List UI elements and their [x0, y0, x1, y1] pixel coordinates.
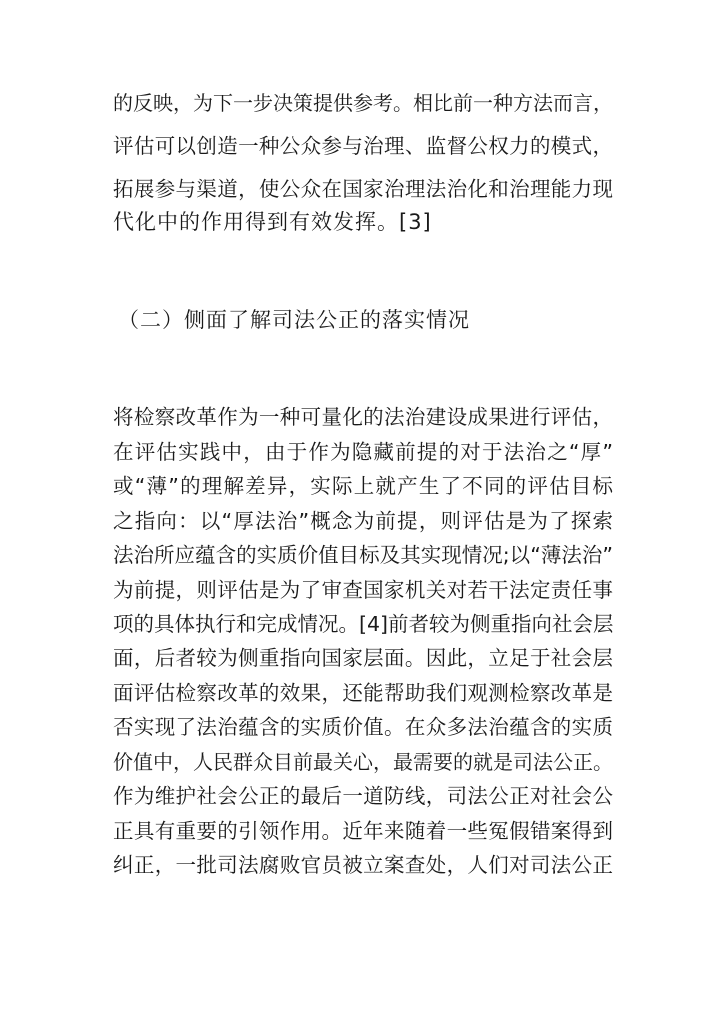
paragraph-2-line-4: 之指向：以“厚法治”概念为前提，则评估是为了探索 [113, 509, 613, 533]
paragraph-2-line-2: 在评估实践中，由于作为隐藏前提的对于法治之“厚” [113, 440, 613, 464]
paragraph-2-line-13: 正具有重要的引领作用。近年来随着一些冤假错案得到 [113, 819, 613, 843]
paragraph-2-line-8: 面，后者较为侧重指向国家层面。因此，立足于社会层 [113, 646, 613, 670]
section-heading: （二）侧面了解司法公正的落实情况 [118, 308, 470, 332]
paragraph-2-line-9: 面评估检察改革的效果，还能帮助我们观测检察改革是 [113, 681, 613, 705]
paragraph-2-line-12: 作为维护社会公正的最后一道防线，司法公正对社会公 [113, 784, 613, 808]
paragraph-1-line-1: 的反映，为下一步决策提供参考。相比前一种方法而言， [113, 91, 613, 115]
paragraph-2-line-14: 纠正，一批司法腐败官员被立案查处，人们对司法公正 [113, 853, 613, 877]
paragraph-2-line-6: 为前提，则评估是为了审查国家机关对若干法定责任事 [113, 578, 613, 602]
paragraph-2-line-7: 项的具体执行和完成情况。[4]前者较为侧重指向社会层 [113, 612, 614, 636]
paragraph-1-line-3: 拓展参与渠道，使公众在国家治理法治化和治理能力现 [113, 177, 613, 201]
paragraph-1-line-2: 评估可以创造一种公众参与治理、监督公权力的模式， [113, 134, 613, 158]
paragraph-2-line-5: 法治所应蕴含的实质价值目标及其实现情况;以“薄法治” [113, 543, 613, 567]
paragraph-1-line-4: 代化中的作用得到有效发挥。[3] [113, 210, 432, 234]
paragraph-2-line-11: 价值中，人民群众目前最关心，最需要的就是司法公正。 [113, 750, 613, 774]
paragraph-2-line-10: 否实现了法治蕴含的实质价值。在众多法治蕴含的实质 [113, 715, 613, 739]
paragraph-2-line-3: 或“薄”的理解差异，实际上就产生了不同的评估目标 [113, 474, 613, 498]
paragraph-2-line-1: 将检察改革作为一种可量化的法治建设成果进行评估， [113, 405, 613, 429]
